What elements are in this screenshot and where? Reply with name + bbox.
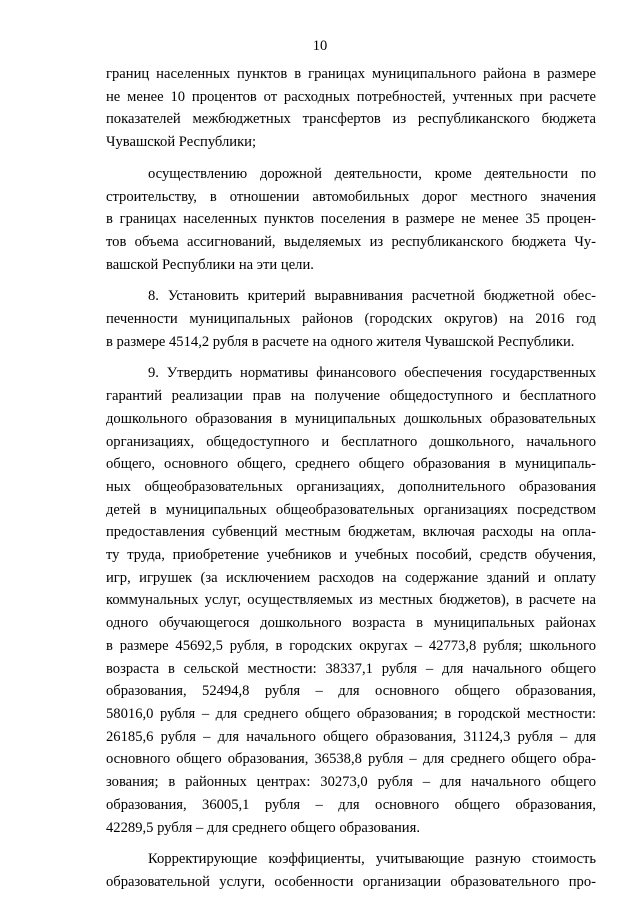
- text-line: основного общего образования, 36538,8 рубля – для среднего общего обра-: [106, 751, 596, 768]
- text-line: в размере 45692,5 рубля, в городских округах – 42773,8 рубля; школьного: [106, 637, 596, 654]
- text-line: дошкольного образования в муниципальных дошкольных образовательных: [106, 410, 596, 427]
- text-line: 8. Установить критерий выравнивания расчетной бюджетной обес-: [148, 288, 596, 305]
- text-line: детей в муниципальных общеобразовательных организациях посредством: [106, 501, 596, 518]
- text-line: печенности муниципальных районов (городских округов) на 2016 год: [106, 311, 596, 328]
- text-line: 42289,5 рубля – для среднего общего образования.: [106, 819, 420, 836]
- text-line: вашской Республики на эти цели.: [106, 256, 314, 273]
- text-line: ных общеобразовательных организациях, дополнительного образования: [106, 478, 596, 495]
- text-line: Чувашской Республики;: [106, 134, 257, 151]
- text-line: ту труда, приобретение учебников и учебных пособий, средств обучения,: [106, 547, 596, 564]
- text-line: гарантий реализации прав на получение общедоступного и бесплатного: [106, 388, 596, 405]
- text-line: предоставления субвенций местным бюджетам, включая расходы на опла-: [106, 524, 596, 541]
- text-line: 9. Утвердить нормативы финансового обеспечения государственных: [148, 365, 596, 382]
- text-line: показателей межбюджетных трансфертов из республиканского бюджета: [106, 111, 596, 128]
- text-line: одного обучающегося дошкольного возраста в муниципальных районах: [106, 615, 596, 632]
- paragraph: [106, 848, 596, 893]
- text-line: возраста в сельской местности: 38337,1 рубля – для начального общего: [106, 660, 596, 677]
- paragraph-gap: [106, 154, 596, 163]
- text-line: не менее 10 процентов от расходных потребностей, учтенных при расчете: [106, 88, 596, 105]
- text-line: осуществлению дорожной деятельности, кроме деятельности по: [148, 165, 596, 182]
- paragraph-gap: [106, 353, 596, 362]
- text-line: организациях, общедоступного и бесплатного дошкольного, начального: [106, 433, 596, 450]
- text-line: игр, игрушек (за исключением расходов на содержание зданий и оплату: [106, 569, 596, 586]
- text-line: коммунальных услуг, осуществляемых из местных бюджетов), в расчете на: [106, 592, 596, 609]
- text-line: 26185,6 рубля – для начального общего образования, 31124,3 рубля – для: [106, 728, 596, 745]
- page-number: 10: [312, 38, 328, 54]
- text-line: 58016,0 рубля – для среднего общего образования; в городской местности:: [106, 705, 596, 722]
- text-line: общего, основного общего, среднего общего образования в муниципаль-: [106, 456, 596, 473]
- text-line: в размере 4514,2 рубля в расчете на одного жителя Чувашской Республики.: [106, 333, 575, 350]
- text-line: границ населенных пунктов в границах муниципального района в размере: [106, 66, 596, 82]
- text-line: строительству, в отношении автомобильных дорог местного значения: [106, 188, 596, 205]
- text-line: тов объема ассигнований, выделяемых из республиканского бюджета Чу-: [106, 233, 596, 250]
- paragraph: [106, 285, 596, 353]
- paragraph-gap: [106, 276, 596, 285]
- paragraph: [106, 163, 596, 277]
- text-line: в границах населенных пунктов поселения в размере не менее 35 процен-: [106, 211, 596, 228]
- paragraph: [106, 63, 596, 154]
- text-line: образовательной услуги, особенности организации образовательного про-: [106, 873, 596, 890]
- text-line: Корректирующие коэффициенты, учитывающие разную стоимость: [148, 851, 596, 868]
- paragraph-gap: [106, 839, 596, 848]
- paragraph: [106, 362, 596, 839]
- text-line: зования; в районных центрах: 30273,0 рубля – для начального общего: [106, 774, 596, 791]
- body-text: [106, 63, 596, 894]
- text-line: образования, 52494,8 рубля – для основного общего образования,: [106, 683, 596, 700]
- text-line: образования, 36005,1 рубля – для основного общего образования,: [106, 796, 596, 813]
